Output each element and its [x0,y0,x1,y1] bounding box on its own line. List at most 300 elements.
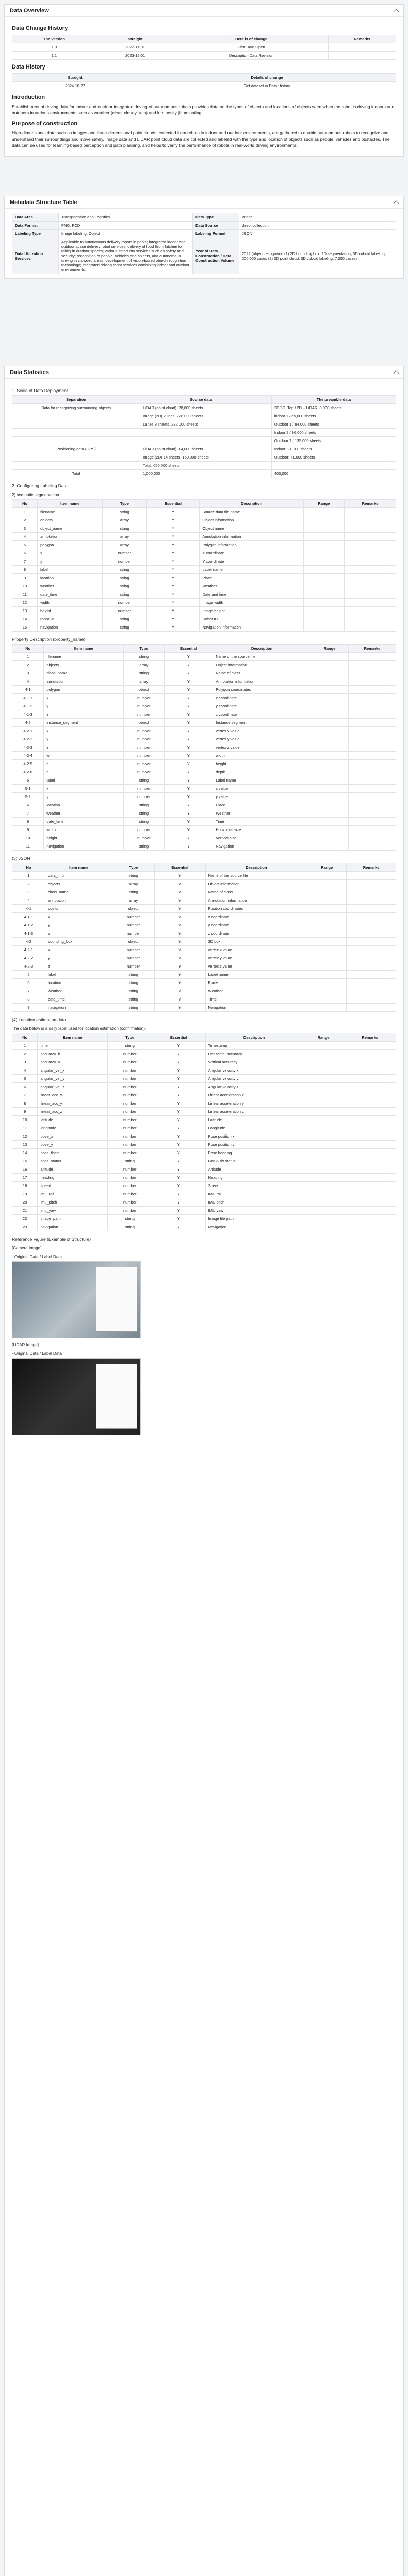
chevron-up-icon[interactable] [393,370,399,376]
table-row [12,615,396,623]
table-cell [349,776,396,785]
table-cell [271,462,396,470]
table-header-cell: Details of change [138,74,396,82]
table-cell: location [45,979,112,987]
table-cell: Name of class [213,669,311,677]
table-row [12,954,396,962]
chevron-up-icon[interactable] [393,200,399,206]
table-cell [349,694,396,702]
table-cell: Y [164,710,213,719]
table-cell [349,834,396,842]
table-cell: First Data Open [174,43,329,52]
table-cell: label [44,776,124,785]
change-history-title: Data Change History [12,25,68,31]
table-header-cell: The version [12,35,96,43]
table-cell: Place [200,574,303,582]
table-row [12,533,396,541]
table-cell: Y [152,1223,205,1231]
table-cell [347,995,396,1004]
table-header-cell: Type [103,500,146,508]
table-cell: 4-1-2 [12,702,44,710]
table-row [12,1083,396,1091]
scale-title: 1. Scale of Data Deployment [12,388,68,393]
table-cell: class_name [45,888,112,896]
table-cell: 4-2-5 [12,760,44,768]
metadata-panel [4,196,404,279]
table-header-cell: Source data [140,396,262,404]
table-cell: weather [45,987,112,995]
table-cell: Linear acceleration y [205,1099,303,1108]
table-cell: Vertical size [213,834,311,842]
table-cell [349,719,396,727]
table-cell: X coordinate [200,549,303,557]
table-row [12,1066,396,1075]
table-cell: number [108,1190,152,1198]
table-cell: width [44,826,124,834]
table-cell: 18 [12,1182,38,1190]
table-cell: Heading [205,1174,303,1182]
table-cell: Latitude [205,1116,303,1124]
table-cell [12,462,140,470]
table-cell: 5 [12,776,44,785]
table-cell: Y [152,1207,205,1215]
table-cell: Y [152,1108,205,1116]
table-cell: filename [38,508,103,516]
table-cell [344,1215,396,1223]
table-cell [12,453,140,462]
table-cell [307,880,347,888]
table-cell [303,533,344,541]
table-cell [262,412,272,420]
table-cell: height [44,834,124,842]
table-cell: Y [164,686,213,694]
table-cell [344,1207,396,1215]
metadata-row [12,230,396,238]
table-header-cell: Description [205,863,307,872]
table-cell [345,516,396,524]
table-cell: 9 [12,574,38,582]
table-cell: label [45,971,112,979]
table-cell: Object information [200,516,303,524]
table-cell: Position coordinates [205,905,307,913]
table-cell: 4-2 [12,719,44,727]
table-header-cell: Essential [152,1033,205,1042]
table-cell: 400,000 [271,470,396,478]
table-header-cell: No [12,863,45,872]
table-row [12,785,396,793]
table-cell: x value [213,785,311,793]
table-cell [347,962,396,971]
table-row [12,752,396,760]
table-row [12,1149,396,1157]
table-row [12,470,396,478]
table-cell: altitude [38,1165,108,1174]
table-cell [12,412,140,420]
table-row [12,801,396,809]
table-cell [347,987,396,995]
table-cell: 4 [12,896,45,905]
table-cell [311,834,348,842]
table-header-cell: Separation [12,396,140,404]
table-row [12,1108,396,1116]
table-cell: Y [152,1157,205,1165]
table-cell [345,533,396,541]
table-cell: 4-2-1 [12,946,45,954]
table-header-cell: Item name [45,863,112,872]
table-cell: 16 [12,1165,38,1174]
table-cell [344,1182,396,1190]
table-cell: Indoor 2 / 96,000 sheets [271,429,396,437]
table-cell [344,1075,396,1083]
table-cell: Y [164,801,213,809]
table-cell: z [44,743,124,752]
table-cell: Y [164,760,213,768]
table-cell [344,1058,396,1066]
table-cell: 4-2-2 [12,735,44,743]
table-cell: Y [152,1190,205,1198]
table-cell: 2023-12-01 [96,52,174,60]
table-cell: Y [164,735,213,743]
table-cell: Y [164,809,213,818]
table-cell [303,1075,344,1083]
table-cell [311,743,348,752]
metadata-value: JSON [239,230,396,238]
table-cell: 4-1-1 [12,694,44,702]
table-cell [303,508,344,516]
table-row [12,1223,396,1231]
table-cell [307,979,347,987]
table-cell: Y [146,599,200,607]
table-cell: h [44,760,124,768]
table-cell [344,1198,396,1207]
table-cell [262,437,272,445]
table-cell: 5-2 [12,793,44,801]
table-row [12,743,396,752]
table-cell: y [44,793,124,801]
location-title: (4) Location estimation data [12,1017,66,1022]
table-cell: string [124,776,164,785]
table-row [12,1182,396,1190]
table-cell: 19 [12,1190,38,1198]
table-cell: number [112,921,155,929]
metadata-key: Labeling Format [193,230,239,238]
table-cell: Y [155,929,206,938]
table-cell [349,677,396,686]
table-cell: Angular velocity x [205,1066,303,1075]
table-cell: 4-1-1 [12,913,45,921]
table-cell: number [103,607,146,615]
table-cell [262,462,272,470]
table-cell [347,929,396,938]
table-cell: Navigation [205,1004,307,1012]
table-row [12,1050,396,1058]
table-cell: height [38,607,103,615]
table-cell: string [124,801,164,809]
table-cell: number [124,768,164,776]
table-row [12,768,396,776]
table-cell: number [124,793,164,801]
table-cell [311,735,348,743]
table-cell [349,768,396,776]
table-cell: object [112,905,155,913]
table-cell: 10 [12,1116,38,1124]
table-cell: string [103,615,146,623]
table-row [12,735,396,743]
table-row [12,1157,396,1165]
metadata-row [12,222,396,230]
table-cell [349,686,396,694]
table-cell: string [108,1223,152,1231]
table-cell: Outdoor 1 / 84,000 sheets [271,420,396,429]
table-cell: weather [44,809,124,818]
table-cell [344,1132,396,1141]
table-cell: 6 [12,801,44,809]
table-cell: Y [146,615,200,623]
table-cell: 4-2-2 [12,954,45,962]
table-cell [303,1174,344,1182]
table-cell: Y [155,995,206,1004]
table-header-cell: Straight [96,35,174,43]
table-row [12,686,396,694]
table-cell: Y [164,669,213,677]
table-cell [303,557,344,566]
table-cell [303,1124,344,1132]
data-statistics-header[interactable] [5,366,403,379]
introduction-title: Introduction [12,94,45,100]
table-cell [311,702,348,710]
table-header-cell: Item name [38,1033,108,1042]
table-cell: Linear acceleration z [205,1108,303,1116]
table-cell [345,590,396,599]
table-cell: 7 [12,1091,38,1099]
table-cell [311,752,348,760]
table-cell: objects [38,516,103,524]
table-cell: polygon [38,541,103,549]
table-row [12,420,396,429]
table-cell: Y [152,1083,205,1091]
introduction-text: Establishment of driving data for indoor and outdoor integrated driving of autonomous robots provides data on the types of objects and locations of objects seen when the robot is driving indoors and outdoors in various environments such as weather (clear, cloudy, rain) and luminosity (illuminating [12,104,395,116]
table-cell: x [38,549,103,557]
table-cell: Weather [205,987,307,995]
table-cell: string [108,1215,152,1223]
metadata-key: Labeling Type [12,230,59,238]
table-cell: number [124,785,164,793]
table-cell: number [112,913,155,921]
table-cell: y [45,954,112,962]
data-statistics-panel [4,366,404,2576]
table-cell: number [108,1083,152,1091]
table-cell: navigation [44,842,124,851]
table-cell: Y [155,905,206,913]
table-cell: 4-2 [12,938,45,946]
table-row [12,946,396,954]
table-cell: object [124,719,164,727]
table-cell: x [44,727,124,735]
table-row [12,702,396,710]
table-cell [349,793,396,801]
table-cell [307,888,347,896]
table-cell: Get dataset in Data History [138,82,396,90]
table-row [12,1116,396,1124]
table-cell [349,727,396,735]
table-cell: imu_pitch [38,1198,108,1207]
table-cell: Date and time [200,590,303,599]
table-cell: Annotation information [200,533,303,541]
metadata-header[interactable] [5,196,403,209]
table-cell: 11 [12,1124,38,1132]
table-cell: Indoor: 21,000 sheets [271,445,396,453]
table-cell: Y [146,549,200,557]
table-cell: Horizontal accuracy [205,1050,303,1058]
table-cell [303,1198,344,1207]
table-cell: Y [152,1042,205,1050]
table-cell: Image height [200,607,303,615]
table-cell: angular_vel_x [38,1066,108,1075]
purpose-text: High-dimensional data such as images and three-dimensional point clouds, collected from robots in indoor and outdoor environments, are gathered to enable autonomous robots to recognize and understand their surroundings and move safely. Image data and LiDAR point cloud data are collected and labeled with the type and location of objects such as people, vehicles and obstacles. The data can be used for learning-based perception and path planning, and helps to verify the performance of robots in real-world driving environments. [12,130,390,148]
table-header-cell: Description [213,645,311,653]
table-cell [345,524,396,533]
table-cell: filename [44,653,124,661]
table-cell [345,623,396,632]
table-cell: date_time [44,818,124,826]
table-cell [344,1157,396,1165]
table-row [12,43,396,52]
table-row [12,445,396,453]
metadata-value: direct collection [239,222,396,230]
table-cell [347,1004,396,1012]
table-cell: 3 [12,888,45,896]
table-row [12,1215,396,1223]
metadata-row [12,213,396,222]
table-cell: vertex z value [205,962,307,971]
table-cell: number [124,760,164,768]
chevron-up-icon[interactable] [393,9,399,14]
table-row [12,1091,396,1099]
table-cell: 5 [12,1075,38,1083]
table-header-cell: Range [303,500,344,508]
table-cell: number [108,1165,152,1174]
table-cell: Image width [200,599,303,607]
table-cell: Y [146,566,200,574]
services-label: Data Utilization Services [12,238,59,274]
table-cell: linear_acc_y [38,1099,108,1108]
table-cell [311,793,348,801]
table-cell: number [124,694,164,702]
table-cell: Y [152,1215,205,1223]
table-cell [344,1050,396,1058]
metadata-table [12,213,396,274]
table-cell [349,842,396,851]
table-cell [345,549,396,557]
metadata-key: Data Area [12,213,59,222]
table-cell: Y [152,1141,205,1149]
table-cell [311,826,348,834]
table-cell: Y [155,880,206,888]
metadata-key: Data Source [193,222,239,230]
table-cell: string [124,653,164,661]
table-cell: navigation [38,623,103,632]
table-cell: string [124,809,164,818]
table-cell: 4-2-4 [12,752,44,760]
table-cell [311,809,348,818]
table-cell [303,590,344,599]
table-cell: z coordinate [213,710,311,719]
table-cell: vertex y value [213,735,311,743]
table-cell [347,946,396,954]
table-cell [311,661,348,669]
table-cell: 6 [12,979,45,987]
data-overview-title: Data Overview [10,7,49,14]
table-row [12,677,396,686]
table-cell [311,669,348,677]
table-cell [345,508,396,516]
table-cell: 23 [12,1223,38,1231]
table-row [12,437,396,445]
table-cell: x [45,913,112,921]
table-cell [307,995,347,1004]
table-cell [307,938,347,946]
table-cell: Outdoor: 71,000 sheets [271,453,396,462]
table-cell: y [38,557,103,566]
table-cell [349,752,396,760]
table-cell: Y [164,677,213,686]
table-row [12,913,396,921]
table-cell: Polygon information [200,541,303,549]
table-cell: 2023-11-01 [96,43,174,52]
table-row [12,880,396,888]
table-cell [344,1091,396,1099]
data-overview-header[interactable] [5,5,403,17]
table-cell: width [38,599,103,607]
table-row [12,541,396,549]
table-row [12,516,396,524]
table-cell: Positioning data (GPS) [12,445,140,453]
table-cell: class_name [44,669,124,677]
table-cell [344,1149,396,1157]
table-cell: x [45,946,112,954]
table-cell: location [38,574,103,582]
table-cell: weather [38,582,103,590]
table-cell [303,1182,344,1190]
table-cell [307,929,347,938]
table-cell: 7 [12,809,44,818]
table-header-cell: Range [311,645,348,653]
table-cell [349,785,396,793]
table-cell: Y [155,954,206,962]
table-cell: 13 [12,607,38,615]
table-cell: number [108,1132,152,1141]
table-row [12,809,396,818]
table-cell [303,574,344,582]
table-cell: Y [155,979,206,987]
table-cell: 2 [12,516,38,524]
table-cell [303,1066,344,1075]
table-cell: 20 [12,1198,38,1207]
table-cell [344,1116,396,1124]
table-cell: Name of the source file [205,872,307,880]
table-cell: IMU yaw [205,1207,303,1215]
reference-title: Reference Figure (Example of Structure) [12,1236,91,1242]
table-cell: 4-2-1 [12,727,44,735]
table-row [12,1099,396,1108]
table-cell [347,971,396,979]
table-cell: instance_segment [44,719,124,727]
table-cell [311,727,348,735]
table-row [12,719,396,727]
table-cell: imu_yaw [38,1207,108,1215]
table-row [12,1004,396,1012]
table-cell [307,1004,347,1012]
